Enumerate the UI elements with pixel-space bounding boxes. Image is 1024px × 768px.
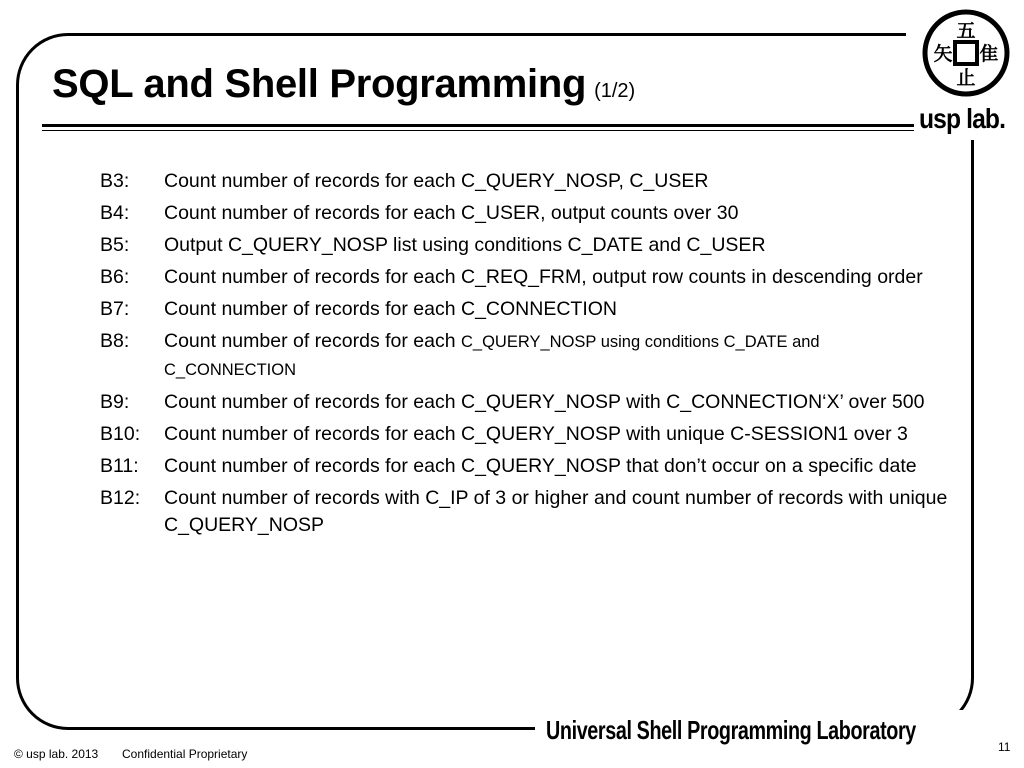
list-item	[100, 421, 960, 448]
logo-name: usp lab.	[919, 103, 1006, 134]
footer-confidential: Confidential Proprietary	[122, 747, 248, 761]
title-page-indicator: (1/2)	[594, 80, 636, 102]
item-code: B12:	[100, 487, 141, 509]
item-text: Count number of records for each C_QUERY_NOSP, C_USER	[164, 170, 709, 192]
title-underline-thin	[42, 130, 914, 131]
title-underline-thick	[42, 124, 914, 127]
task-list	[100, 168, 960, 544]
seal-logo-icon	[922, 9, 1010, 97]
item-code: B10:	[100, 423, 141, 445]
list-item	[100, 389, 960, 416]
page-number: 11	[998, 740, 1011, 754]
item-text: Count number of records for each	[164, 330, 456, 352]
item-text: Count number of records for each C_USER, output counts over 30	[164, 202, 739, 224]
item-text: Count number of records for each C_QUERY_NOSP with C_CONNECTION‘X’ over 500	[164, 391, 925, 413]
seal-glyph-right: 隹	[979, 43, 999, 65]
item-text-small: C_QUERY_NOSP using conditions C_DATE and C_CONNECTION	[164, 333, 820, 379]
title-text: SQL and Shell Programming	[52, 62, 587, 106]
item-code: B11:	[100, 455, 139, 477]
seal-glyph-top: 五	[956, 20, 976, 42]
item-text: Output C_QUERY_NOSP list using conditions C_DATE and C_USER	[164, 234, 766, 256]
item-text: Count number of records for each C_QUERY_NOSP that don’t occur on a specific date	[164, 455, 917, 477]
item-code: B6:	[100, 266, 130, 288]
list-item	[100, 485, 960, 539]
list-item	[100, 296, 960, 323]
item-code: B3:	[100, 170, 130, 192]
slide-title	[52, 62, 635, 107]
item-code: B7:	[100, 298, 130, 320]
item-code: B8:	[100, 330, 130, 352]
item-text: Count number of records for each C_REQ_FRM, output row counts in descending order	[164, 266, 923, 288]
list-item	[100, 328, 960, 384]
item-code: B9:	[100, 391, 130, 413]
item-text: Count number of records for each C_CONNECTION	[164, 298, 617, 320]
list-item	[100, 232, 960, 259]
item-text: Count number of records with C_IP of 3 or higher and count number of records with unique C_QUERY_NOSP	[164, 487, 948, 536]
item-code: B5:	[100, 234, 130, 256]
seal-glyph-left: 矢	[933, 43, 953, 65]
list-item	[100, 264, 960, 291]
list-item	[100, 453, 960, 480]
footer-brand: Universal Shell Programming Laboratory	[546, 715, 916, 745]
item-code: B4:	[100, 202, 130, 224]
list-item	[100, 200, 960, 227]
item-text: Count number of records for each C_QUERY_NOSP with unique C-SESSION1 over 3	[164, 423, 908, 445]
item-text-wrapper	[164, 328, 954, 384]
list-item	[100, 168, 960, 195]
footer-copyright: © usp lab. 2013	[14, 747, 99, 761]
seal-glyph-bottom: 止	[956, 67, 976, 89]
